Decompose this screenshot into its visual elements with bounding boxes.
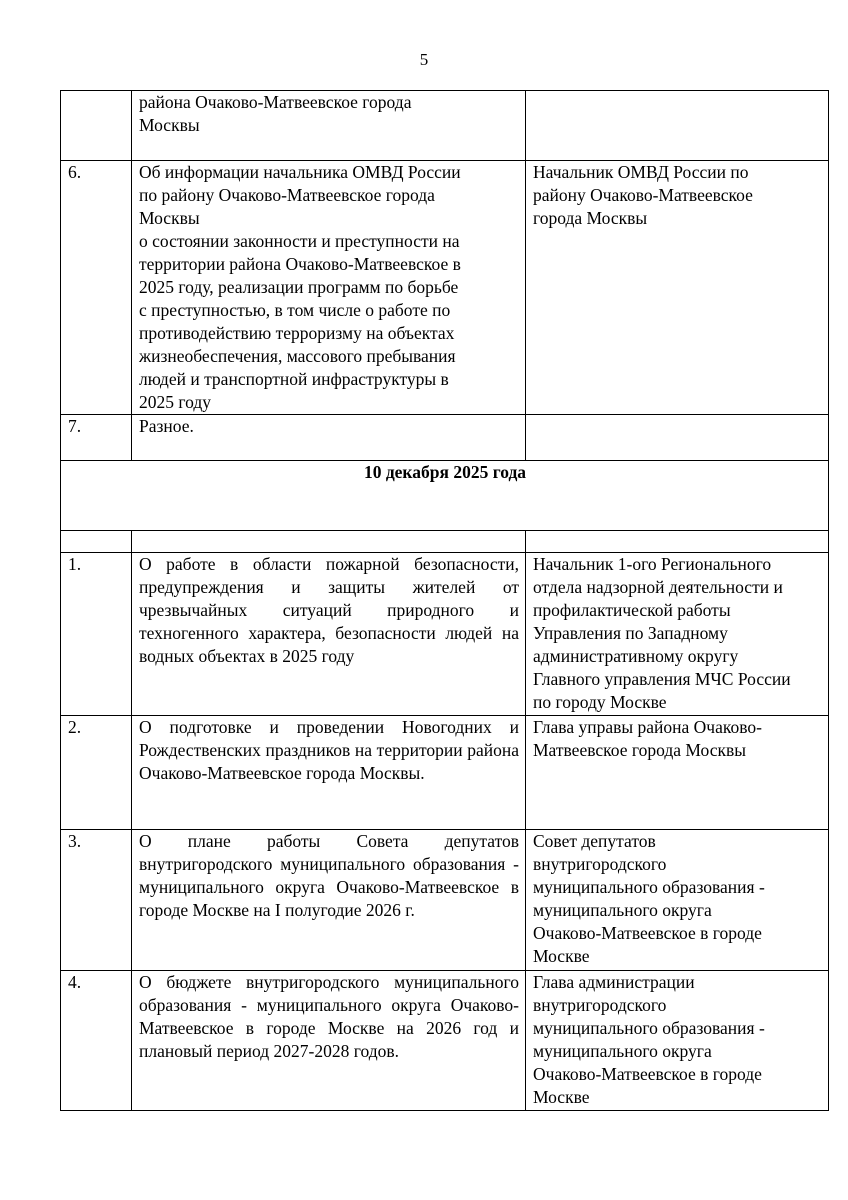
- topic-line: противодействию терроризму на объектах: [139, 323, 455, 343]
- section-row: [61, 461, 829, 531]
- responsible-line: Управления по Западному: [533, 623, 728, 643]
- item-responsible: [526, 161, 829, 415]
- responsible-line: муниципального образования -: [533, 877, 765, 897]
- empty-cell: [132, 531, 526, 553]
- responsible-line: муниципального округа: [533, 900, 712, 920]
- item-number: 6.: [61, 161, 132, 415]
- item-responsible: [526, 553, 829, 716]
- item-responsible: [526, 716, 829, 830]
- table-row: [61, 553, 829, 716]
- table-row: [61, 830, 829, 971]
- item-topic: О работе в области пожарной безопасности, предупреждения и защиты жителей от чрезвычайных ситуаций природного и техногенного характера, безопасности людей на водных объектах в 2025 году: [132, 553, 526, 716]
- topic-line: по району Очаково-Матвеевское города: [139, 185, 435, 205]
- responsible-line: города Москвы: [533, 208, 648, 228]
- responsible-line: району Очаково-Матвеевское: [533, 185, 753, 205]
- responsible-line: Главного управления МЧС России: [533, 669, 791, 689]
- topic-line: 2025 году, реализации программ по борьбе: [139, 277, 459, 297]
- empty-cell: [61, 531, 132, 553]
- item-number: [61, 91, 132, 161]
- responsible-line: Матвеевское города Москвы: [533, 740, 746, 760]
- item-responsible: [526, 91, 829, 161]
- topic-line: Москвы: [139, 115, 200, 135]
- item-responsible: [526, 415, 829, 461]
- responsible-line: Глава управы района Очаково-: [533, 717, 762, 737]
- section-date-heading: 10 декабря 2025 года: [61, 461, 829, 531]
- item-responsible: [526, 971, 829, 1111]
- responsible-line: муниципального округа: [533, 1041, 712, 1061]
- item-topic: О бюджете внутригородского муниципального образования - муниципального округа Очаково-Матвеевское в городе Москве на 2026 год и плановый период 2027-2028 годов.: [132, 971, 526, 1111]
- table-row: [61, 91, 829, 161]
- topic-line: района Очаково-Матвеевское города: [139, 92, 412, 112]
- responsible-line: административному округу: [533, 646, 739, 666]
- topic-line: Разное.: [139, 416, 194, 436]
- item-topic: О подготовке и проведении Новогодних и Рождественских праздников на территории района Очаково-Матвеевское города Москвы.: [132, 716, 526, 830]
- responsible-line: Начальник 1-ого Регионального: [533, 554, 772, 574]
- topic-line: Москвы: [139, 208, 200, 228]
- item-topic: [132, 91, 526, 161]
- responsible-line: Очаково-Матвеевское в городе: [533, 923, 762, 943]
- responsible-line: по городу Москве: [533, 692, 667, 712]
- item-topic: [132, 415, 526, 461]
- topic-line: Об информации начальника ОМВД России: [139, 162, 461, 182]
- topic-line: жизнеобеспечения, массового пребывания: [139, 346, 456, 366]
- item-number: 3.: [61, 830, 132, 971]
- item-number: 4.: [61, 971, 132, 1111]
- responsible-line: Москве: [533, 1087, 590, 1107]
- topic-line: о состоянии законности и преступности на: [139, 231, 460, 251]
- responsible-line: Москве: [533, 946, 590, 966]
- topic-line: территории района Очаково-Матвеевское в: [139, 254, 461, 274]
- responsible-line: Глава администрации: [533, 972, 695, 992]
- responsible-line: Начальник ОМВД России по: [533, 162, 749, 182]
- item-topic: О плане работы Совета депутатов внутригородского муниципального образования - муниципального округа Очаково-Матвеевское в городе Москве на I полугодие 2026 г.: [132, 830, 526, 971]
- page-number: 5: [419, 50, 429, 69]
- empty-cell: [526, 531, 829, 553]
- responsible-line: Очаково-Матвеевское в городе: [533, 1064, 762, 1084]
- agenda-table: [60, 90, 829, 1111]
- table-row: [61, 971, 829, 1111]
- item-responsible: [526, 830, 829, 971]
- table-row: [61, 415, 829, 461]
- table-row: [61, 161, 829, 415]
- table-row: [61, 716, 829, 830]
- responsible-line: профилактической работы: [533, 600, 731, 620]
- responsible-line: муниципального образования -: [533, 1018, 765, 1038]
- topic-line: людей и транспортной инфраструктуры в: [139, 369, 449, 389]
- item-topic: [132, 161, 526, 415]
- item-number: 1.: [61, 553, 132, 716]
- item-number: 7.: [61, 415, 132, 461]
- topic-line: с преступностью, в том числе о работе по: [139, 300, 451, 320]
- topic-line: 2025 году: [139, 392, 212, 412]
- responsible-line: внутригородского: [533, 854, 667, 874]
- responsible-line: Совет депутатов: [533, 831, 656, 851]
- responsible-line: внутригородского: [533, 995, 667, 1015]
- responsible-line: отдела надзорной деятельности и: [533, 577, 783, 597]
- table-row: [61, 531, 829, 553]
- item-number: 2.: [61, 716, 132, 830]
